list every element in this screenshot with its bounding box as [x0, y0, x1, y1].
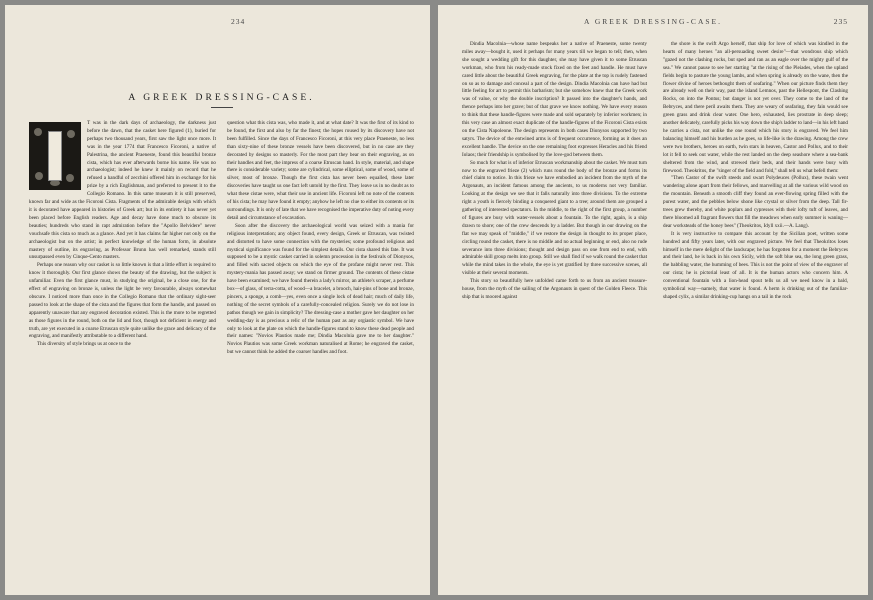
ornamental-drop-cap-image [29, 122, 81, 190]
paragraph: This diversity of style brings us at once to the [37, 341, 131, 348]
right-page-columns [462, 41, 848, 302]
paragraph: It is very instructive to compare this account by the Sicilian poet, written some hundred and fifty years later, with our engraved picture. We feel that Theokritos loses himself in the mere delight of the landscape; he has forgotten for a moment the Bebryces and their land, he is back in his own Sicily, with the soft blue sea, the long green grass, the babbling water, the humming of bees. This is not the point of view of the engraver of our cista; he is pictorial least of all. It is the human actors who concern him. A conventional fountain with a lion-head spout tells us all we need know in a bald, symbolical way—namely, that water is found. A herm is drinking out of the familiar-shaped cylix, a similar drinking-cup hangs on a tail in the rock [663, 230, 848, 300]
left-page-number: 234 [231, 17, 246, 26]
paragraph: T was in the dark days of archaeology, the darkness just before the dawn, that the casket here figured (1), buried for perhaps two thousand years, first saw the light once more. It was in the year 1774 that Francesco Ficoroni, a native of Palestrina, the ancient Praeneste, found this beautiful bronze cista, which has ever afterwards borne his name. He was no archaeologist; indeed he knew it mainly on record that he refused a handful of zecchini offered him in exchange for his prize by a rich Englishman, and preferred to present it to the Collegio Romano. In this same museum it is still preserved, known far and wide as the Ficoroni Cista. Fragments of the admirable design with which it is decorated have appeared in histories of Greek art; but in its entirety it has never yet been placed before English readers. Age and decay have done much to obscure its beauties; hundreds who stand in rapt admiration before the "Apollo Belvidere" never vouchsafe this cista so much as a glance. And yet it has claims far higher not only on the archaeologist but on the artist; in perfect knowledge of the human form, in absolute mastery of outline, its engraving, as Professor Brunn has well remarked, stands still unsurpassed even by Cinque-Cento masters. [29, 120, 216, 261]
right-column-1 [462, 41, 647, 302]
left-page-header [5, 16, 430, 30]
paragraph: "Then Castor of the swift steeds and swart Polydeuces (Pollux), these twain went wandering alone apart from their fellows, and marvelling at all the various wild wood on the mountain. Beneath a smooth cliff they found an ever-flowing spring filled with the purest water, and the pebbles below shone like crystal or silver from the deep. Tall fir-trees grew thereby, and white poplars and cypresses with their lofty tuft of leaves, and there bloomed all fragrant flowers that fill the meadows when early summer is waning—dear worksteads of the honey bees" (Theokritos, Idyll xxii.—A. Lang). [663, 175, 848, 229]
right-page [438, 5, 868, 595]
paragraph: Dindia Macolnia—whose name bespeaks her a native of Praeneste, some twenty miles away—bought it, used it perhaps for many years till we began to tell; then, when she sought a wedding gift for this daughter, she may have given it to some Etruscan workman, who from his ready-made stock fixed on the feet and handle. He must have cared little about the beautiful Greek engraving, for the plate at the top is rudely fastened on so as to damage and conceal a part of the design. Dindia Macolnia can have had but little feeling for art to permit this barbarism; but she somehow knew that the Greek work was of value, or why the double inscription? It passed into the daughter's hands, and thence perhaps into her grave; but of that grave we know nothing. We have every reason to think that these handle-figures were made and sold separately by inferior workmen; in this very case an almost exact duplicate of the handle-figures of the Ficoroni Cista exists on the Cista Napoleone. The design represents in both cases Dionysos supported by two satyrs. The device of the entwined arms is of frequent occurrence, forming as it does an excellent handle. The device on the one remaining foot expresses Heracles and his friend Iolaos; their friendship is symbolised by the love-god between them. [462, 41, 647, 158]
running-title: A GREEK DRESSING-CASE. [584, 17, 722, 26]
left-column-1 [29, 120, 216, 357]
paragraph: question what this cista was, who made it, and at what date? It was the first of its kind to be found, the first and also by far the finest; the hopes roused by its discovery have not been fulfilled. Since the days of Francesco Ficoroni, at this very place Praeneste, no less than sixty-nine of these bronze vessels have been discovered, but in no case are they decorated by designs so masterly. For the most part they bear on their engraving, as on their handles and feet, the impress of a coarse Etruscan hand. In style, material, and shape there is considerable variety; some are cylindrical, some elliptical, some of wood, some of silver, most of bronze. Though the first cista has never been equalled, these later discoveries have taught us one fact left untold by the first. They leave us in no doubt as to what these cistae were, what their use in ancient life. Ficoroni left no note of the contents of his cista; he may have found it empty; anyhow he left no clue to either its contents or its surroundings. It is only of late that we have recognised the imperative duty of noting every detail and circumstance of excavation. [227, 120, 414, 221]
left-page [5, 5, 430, 595]
title-rule [211, 107, 233, 108]
left-column-2 [227, 120, 414, 357]
article-title: A GREEK DRESSING-CASE. [128, 92, 315, 103]
left-page-columns [29, 120, 414, 357]
paragraph: This story so beautifully here unfolded came forth to us from an ancient treasure-house, from the myth of the sailing of the Argonauts in quest of the Golden Fleece. This ship that is moored against [462, 278, 647, 300]
paragraph: So much for what is of inferior Etruscan workmanship about the casket. We must turn now to the engraved frieze (2) which runs round the body of the bronze and forms its chief claim to notice. In this frieze we have embodied an incident from the myth of the Argonauts, an incident famous among the ancients, to us moderns not very familiar. Looking at the design we see that it falls naturally into three divisions. To the extreme right a youth is fiercely binding a conquered giant to a tree; around them are grouped a gathering of interested spectators. In the middle, to the right of the first group, a number of figures are busy with water-vessels about a fountain. To the right, again, is a ship drawn to shore; one of the crew descends by a ladder. But though in our drawing on the flat we may speak of "middle," if we restore the design in thought to its proper place, circling round the casket, there is no middle and no actual beginning or end, also no rude severance into three divisions; thought and design pass on one from end to end, with admirable skill group melts into group. Still we shall find if we walk round the casket that while the mind takes in the whole, the eye is yet gratified by three successive scenes, all visible at their several moments. [462, 159, 647, 277]
right-column-2 [663, 41, 848, 302]
paragraph: Soon after the discovery the archaeological world was seized with a mania for religious interpretation; any object found, every design, Greek or Etruscan, was twisted and distorted to have some connection with the mysteries; some profound religious and mystical significance was found for the simplest details. Our cista shared this fate. It was supposed to be a mystic casket carried in solemn procession in the festivals of Dionysos, and filled with sacred objects on which the eye of the profane might never rest. This mystery-mania has passed away; we stand on firmer ground. The contents of these cistae have been examined; we have found therein a lady's mirror, an athlete's scraper, a perfume box—of glass, of terra-cotta, of wood—a bracelet, a brooch, hair-pins of bone and bronze, pincers, a sponge, a comb—yes, even once a single lock of dead hair; much of daily life, nothing of the secret symbols of a carefully-concealed religion. Surely we do not lose in pathos though we gain in simplicity? The dressing-case a mother gave her daughter on her wedding-day is as precious a relic of the human past as any orgiastic symbol. We have only to look at the plate on which the handle-figures stand to know these dead people and their names: "Novios Plautios made me; Dindia Macolnia gave me to her daughter." Novios Plautios was some Greek workman naturalised at Rome; he engraved the casket, but we cannot think he added the coarser handles and foot. [227, 222, 414, 356]
paragraph: the shore is the swift Argo herself, that ship for love of which was kindled in the hearts of many heroes "an all-persuading sweet desire"—that wondrous ship which "gazed not the clashing rocks, but sped and ran as an eagle over the mighty gulf of the sea." We cannot pause to see her starting "at the rising of the Pleiades, when the upland fields begin to pasture the young lambs, and when spring is already on the wane, then the flower divine of heroes bethought them of seafaring." When our picture finds them they are already well on their way, past the island Lemnos, past the Hellespont, the Clashing Rocks, on into the Pontus; but danger is not yet over. They come to the land of the Bebryces, and there peril awaits them. They are weary of seafaring, they fain would see green grass and drink clear water. One hero, exhausted, lies prostrate in deep sleep; another delicately, carefully picks his way down the ship's ladder to land—in his left hand he carries a cista, not unlike the one round which his story is engraved. We feel him balancing himself and his burden as he goes, so life-like is the drawing. Among the crew were two brothers, heroes on earth, twin stars in heaven, Castor and Pollux, and to their lot it fell to seek out water, while the rest landed on the deep seashore where a sea-bank sheltered from the wind, and strewed their beds, and their hands were busy with firewood. Theokritos, the "singer of the field and fold," shall tell us what befell them: [663, 41, 848, 174]
right-page-number: 235 [833, 17, 848, 26]
paragraph: Perhaps one reason why our casket is so little known is that a little effort is required to know it thoroughly. Our first glance shows the beauty of the drawing, but the subject is unfamiliar. Even the first glance must, in studying the original, be a close one, for the effect of engraving on bronze is, unless the light be very favourable, always somewhat obscure. I noticed more than once in the Collegio Romano that the ordinary sight-seer passed to look at the shape of the cista and the figures that form the handle, and passed on apparently unaware that any engraved decoration existed. This is the more to be regretted as those figures in the round, both on the lid and foot, though not deficient in energy and truth, are yet executed in a coarse Etruscan style quite unlike the grace and delicacy of the engraving, and manifestly attributable to a different hand. [29, 262, 216, 340]
right-page-header [438, 16, 868, 30]
